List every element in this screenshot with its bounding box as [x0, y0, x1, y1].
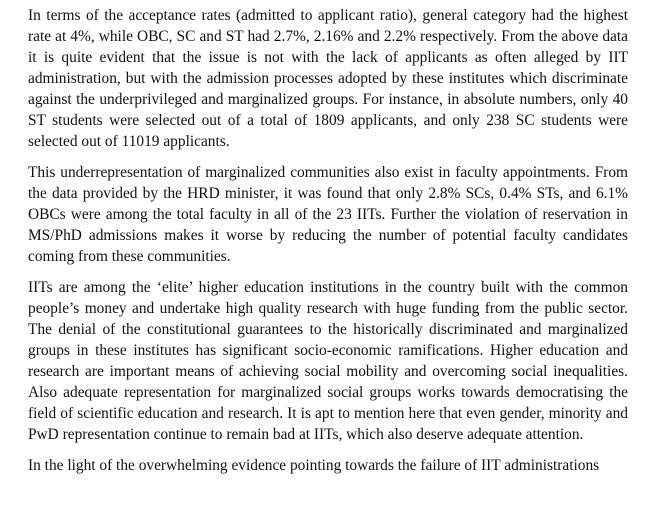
paragraph-conclusion-start: In the light of the overwhelming evidence pointing towards the failure of IIT administrations	[28, 457, 600, 474]
paragraph-acceptance-rates: In terms of the acceptance rates (admitted to applicant ratio), general category had the highest rate at 4%, while OBC, SC and ST had 2.7%, 2.16% and 2.2% respectively. From the above data it is quite evident that the issue is not with the lack of applicants as often alleged by IIT administration, but with the admission processes adopted by these institutes which discriminate against the underprivileged and marginalized groups. For instance, in absolute numbers, only 40 ST students were selected out of a total of 1809 applicants, and only 238 SC students were selected out of 11019 applicants.	[28, 7, 628, 150]
document-page	[28, 5, 628, 486]
paragraph-elite-institutions: IITs are among the ‘elite’ higher education institutions in the country built with the common people’s money and undertake high quality research with huge funding from the public sector. The denial of the constitutional guarantees to the historically discriminated and marginalized groups in these institutes has significant socio-economic ramifications. Higher education and research are important means of achieving social mobility and overcoming social inequalities. Also adequate representation for marginalized social groups works towards democratising the field of scientific education and research. It is apt to mention here that even gender, minority and PwD representation continue to remain bad at IITs, which also deserve adequate attention.	[28, 279, 628, 443]
paragraph-faculty-representation: This underrepresentation of marginalized communities also exist in faculty appointments. From the data provided by the HRD minister, it was found that only 2.8% SCs, 0.4% STs, and 6.1% OBCs were among the total faculty in all of the 23 IITs. Further the violation of reservation in MS/PhD admissions makes it worse by reducing the number of potential faculty candidates coming from these communities.	[28, 164, 628, 265]
